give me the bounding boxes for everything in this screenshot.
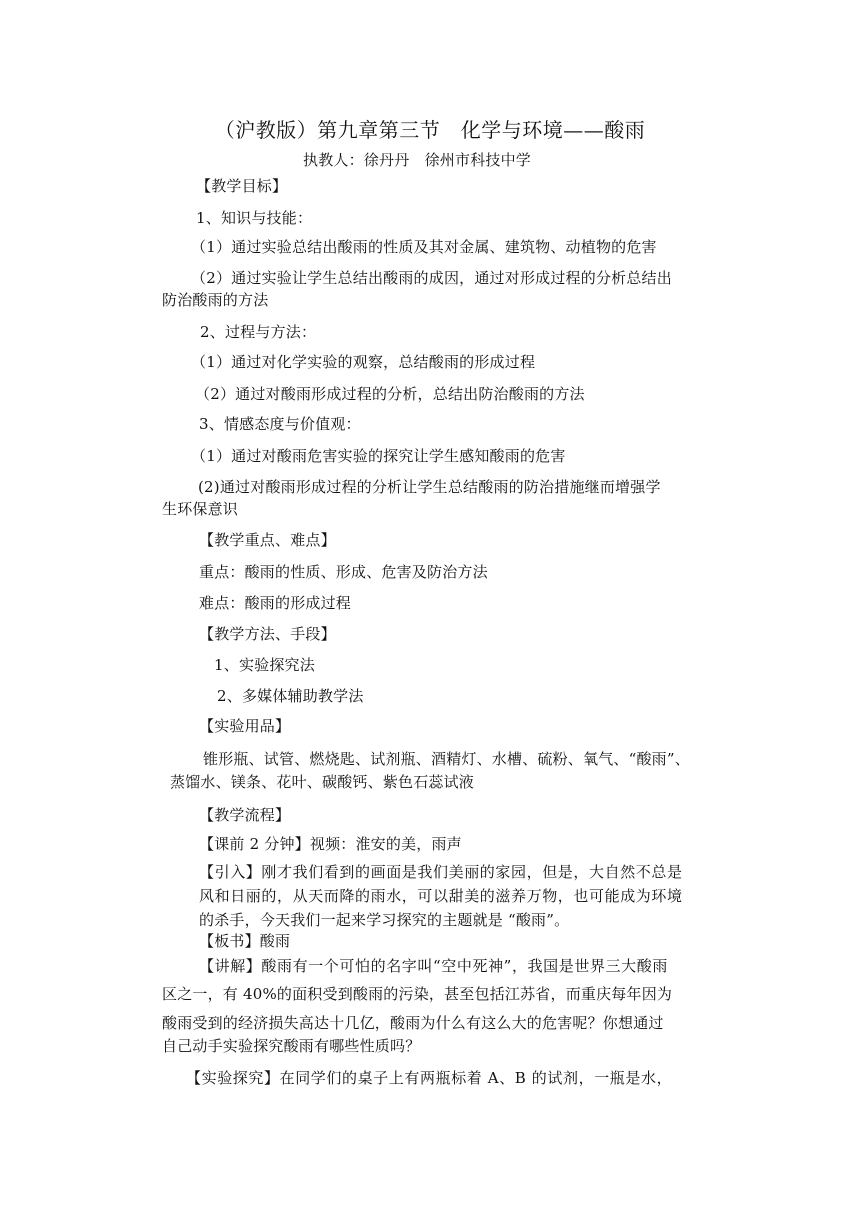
author-line: 执教人：徐丹丹 徐州市科技中学 [303,151,532,169]
text-line: 1、知识与技能： [196,209,313,227]
text-line: 【实验探究】在同学们的桌子上有两瓶标着 A、B 的试剂，一瓶是水， [186,1069,673,1087]
heading-key-points: 【教学重点、难点】 [199,531,336,549]
text-line: 3、情感态度与价值观： [199,415,361,433]
heading-materials: 【实验用品】 [199,717,291,735]
text-line: 【讲解】酸雨有一个可怕的名字叫“空中死神”，我国是世界三大酸雨 [199,957,668,975]
text-line: 【引入】刚才我们看到的画面是我们美丽的家园，但是，大自然不总是 [199,863,683,881]
text-line: 风和日丽的，从天而降的雨水，可以甜美的滋养万物，也可能成为环境 [199,887,683,905]
text-line: 生环保意识 [162,500,239,518]
text-line: 2、多媒体辅助教学法 [217,687,364,705]
text-line: （2）通过实验让学生总结出酸雨的成因，通过对形成过程的分析总结出 [191,269,672,287]
text-line: 防治酸雨的方法 [162,291,269,309]
text-line: 1、实验探究法 [214,656,315,674]
text-line: 自己动手实验探究酸雨有哪些性质吗？ [162,1037,421,1055]
text-line: (2)通过对酸雨形成过程的分析让学生总结酸雨的防治措施继而增强学 [198,478,661,496]
heading-methods: 【教学方法、手段】 [199,625,336,643]
text-line: 重点：酸雨的性质、形成、危害及防治方法 [199,563,488,581]
text-line: （1）通过对化学实验的观察，总结酸雨的形成过程 [191,353,536,371]
text-line: 锥形瓶、试管、燃烧匙、试剂瓶、酒精灯、水槽、硫粉、氧气、“酸雨”、 [203,750,690,768]
text-line: 蒸馏水、镁条、花叶、碳酸钙、紫色石蕊试液 [170,773,475,791]
text-line: （1）通过对酸雨危害实验的探究让学生感知酸雨的危害 [191,447,566,465]
document-title: （沪教版）第九章第三节 化学与环境——酸雨 [214,118,646,142]
heading-process: 【教学流程】 [199,806,291,824]
text-line: 2、过程与方法： [200,323,317,341]
text-line: （1）通过实验总结出酸雨的性质及其对金属、建筑物、动植物的危害 [191,238,657,256]
text-line: 的杀手，今天我们一起来学习探究的主题就是 “酸雨”。 [199,911,570,929]
text-line: 【板书】酸雨 [199,932,291,950]
text-line: 区之一，有 40%的面积受到酸雨的污染，甚至包括江苏省，而重庆每年因为 [162,985,673,1003]
text-line: 【课前 2 分钟】视频：淮安的美，雨声 [199,835,462,853]
text-line: 难点：酸雨的形成过程 [199,594,352,612]
heading-objectives: 【教学目标】 [196,177,288,195]
text-line: （2）通过对酸雨形成过程的分析，总结出防治酸雨的方法 [195,385,585,403]
text-line: 酸雨受到的经济损失高达十几亿，酸雨为什么有这么大的危害呢？你想通过 [162,1014,664,1032]
